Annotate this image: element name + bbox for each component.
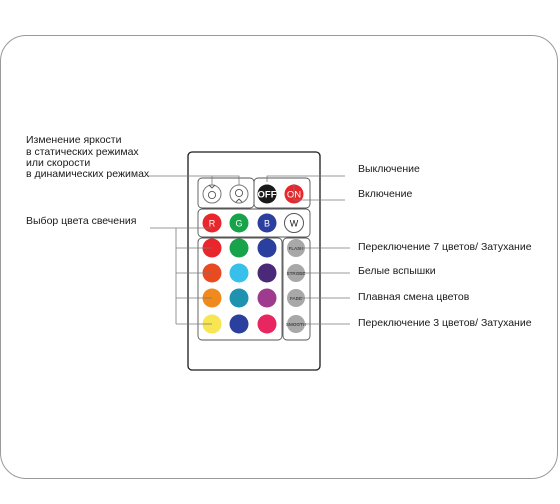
brightness-label-line3: или скорости: [26, 157, 91, 169]
brightness-up-button[interactable]: [230, 185, 248, 203]
color-button-1-3[interactable]: [258, 239, 277, 258]
color-button-4-2[interactable]: [230, 315, 249, 334]
red-label: R: [208, 218, 216, 229]
color-button-3-3[interactable]: [258, 289, 277, 308]
strobe-label: STROBE: [286, 271, 306, 276]
white-label: W: [289, 218, 299, 229]
color-button-2-2[interactable]: [230, 264, 249, 283]
color-button-3-2[interactable]: [230, 289, 249, 308]
off-label: OFF: [257, 189, 277, 201]
color-button-4-3[interactable]: [258, 315, 277, 334]
blue-label: B: [263, 218, 271, 229]
color-select-label: Выбор цвета свечения: [26, 215, 137, 227]
green-label: G: [235, 218, 243, 229]
on-label: ON: [286, 189, 302, 201]
red-button[interactable]: [203, 214, 222, 233]
brightness-label-line1: Изменение яркости: [26, 134, 122, 146]
brightness-down-button[interactable]: [203, 185, 221, 203]
smooth-description: Переключение 3 цветов/ Затухание: [358, 317, 532, 329]
flash-description: Переключение 7 цветов/ Затухание: [358, 241, 532, 253]
white-button[interactable]: [285, 214, 304, 233]
fade-label: FADE: [290, 296, 302, 301]
color-button-1-2[interactable]: [230, 239, 249, 258]
green-button[interactable]: [230, 214, 249, 233]
fade-description: Плавная смена цветов: [358, 291, 470, 303]
brightness-label-line2: в статических режимах: [26, 146, 139, 158]
brightness-label-line4: в динамических режимах: [26, 168, 150, 180]
strobe-description: Белые вспышки: [358, 265, 436, 277]
off-description: Выключение: [358, 163, 420, 175]
blue-button[interactable]: [258, 214, 277, 233]
flash-label: FLASH: [288, 246, 304, 251]
color-button-2-3[interactable]: [258, 264, 277, 283]
smooth-label: SMOOTH: [285, 322, 307, 327]
on-description: Включение: [358, 188, 413, 200]
